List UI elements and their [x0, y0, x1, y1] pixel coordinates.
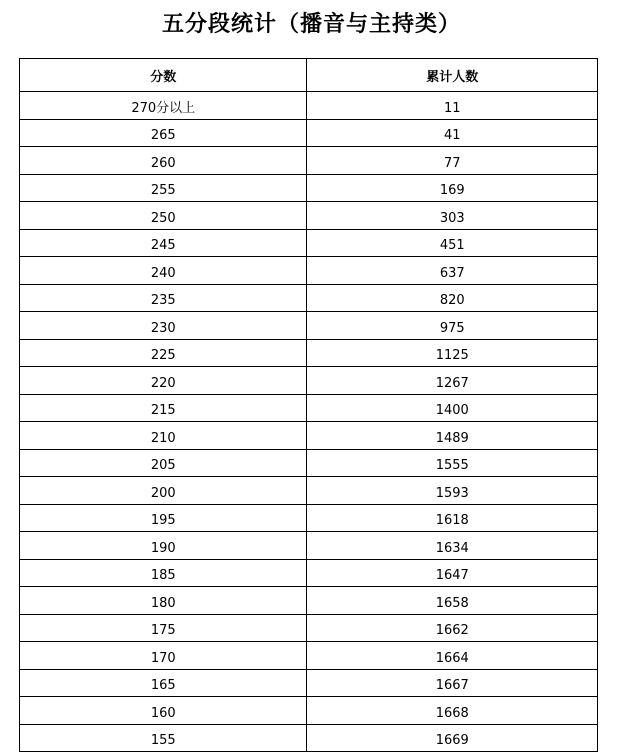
- score-cell: 265: [20, 119, 307, 147]
- table-row: [20, 119, 598, 147]
- score-cell: 200: [20, 477, 307, 505]
- table-row: [20, 394, 598, 422]
- cumulative-count-cell: 1662: [307, 614, 598, 642]
- table-row: [20, 257, 598, 285]
- table-row: [20, 202, 598, 230]
- score-cell: 210: [20, 422, 307, 450]
- score-cell: 160: [20, 697, 307, 725]
- score-cell: 255: [20, 174, 307, 202]
- score-cell: 170: [20, 642, 307, 670]
- score-cell: 240: [20, 257, 307, 285]
- cumulative-count-cell: 1489: [307, 422, 598, 450]
- table-row: [20, 449, 598, 477]
- cumulative-count-cell: 169: [307, 174, 598, 202]
- table-row: [20, 559, 598, 587]
- cumulative-count-cell: 1634: [307, 532, 598, 560]
- table-row: [20, 504, 598, 532]
- column-header-cumulative-count: 累计人数: [307, 59, 598, 92]
- table-row: [20, 339, 598, 367]
- score-cell: 250: [20, 202, 307, 230]
- cumulative-count-cell: 1618: [307, 504, 598, 532]
- table-row: [20, 284, 598, 312]
- score-cell: 270分以上: [20, 92, 307, 120]
- cumulative-count-cell: 1400: [307, 394, 598, 422]
- table-row: [20, 614, 598, 642]
- score-distribution-table: [19, 58, 598, 752]
- table-row: [20, 587, 598, 615]
- cumulative-count-cell: 451: [307, 229, 598, 257]
- score-cell: 230: [20, 312, 307, 340]
- cumulative-count-cell: 11: [307, 92, 598, 120]
- table-row: [20, 367, 598, 395]
- table-row: [20, 229, 598, 257]
- cumulative-count-cell: 1555: [307, 449, 598, 477]
- table-row: [20, 312, 598, 340]
- cumulative-count-cell: 1593: [307, 477, 598, 505]
- score-cell: 195: [20, 504, 307, 532]
- column-header-score: 分数: [20, 59, 307, 92]
- score-cell: 215: [20, 394, 307, 422]
- table-row: [20, 92, 598, 120]
- score-cell: 155: [20, 724, 307, 752]
- score-cell: 245: [20, 229, 307, 257]
- score-cell: 165: [20, 669, 307, 697]
- table-row: [20, 174, 598, 202]
- cumulative-count-cell: 1667: [307, 669, 598, 697]
- score-cell: 190: [20, 532, 307, 560]
- table-row: [20, 642, 598, 670]
- score-cell: 205: [20, 449, 307, 477]
- cumulative-count-cell: 1125: [307, 339, 598, 367]
- table-row: [20, 697, 598, 725]
- table-row: [20, 669, 598, 697]
- cumulative-count-cell: 637: [307, 257, 598, 285]
- score-cell: 225: [20, 339, 307, 367]
- table-body: [20, 92, 598, 752]
- table-row: [20, 477, 598, 505]
- cumulative-count-cell: 820: [307, 284, 598, 312]
- score-cell: 220: [20, 367, 307, 395]
- cumulative-count-cell: 1668: [307, 697, 598, 725]
- table-row: [20, 147, 598, 175]
- score-cell: 235: [20, 284, 307, 312]
- cumulative-count-cell: 41: [307, 119, 598, 147]
- cumulative-count-cell: 1647: [307, 559, 598, 587]
- score-cell: 175: [20, 614, 307, 642]
- table-row: [20, 422, 598, 450]
- header-row: [20, 59, 598, 92]
- table-header: [20, 59, 598, 92]
- cumulative-count-cell: 1267: [307, 367, 598, 395]
- cumulative-count-cell: 1669: [307, 724, 598, 752]
- cumulative-count-cell: 1658: [307, 587, 598, 615]
- cumulative-count-cell: 1664: [307, 642, 598, 670]
- table-row: [20, 532, 598, 560]
- cumulative-count-cell: 77: [307, 147, 598, 175]
- score-cell: 180: [20, 587, 307, 615]
- score-cell: 185: [20, 559, 307, 587]
- cumulative-count-cell: 303: [307, 202, 598, 230]
- page-title: 五分段统计（播音与主持类）: [161, 11, 461, 37]
- score-cell: 260: [20, 147, 307, 175]
- table-row: [20, 724, 598, 752]
- cumulative-count-cell: 975: [307, 312, 598, 340]
